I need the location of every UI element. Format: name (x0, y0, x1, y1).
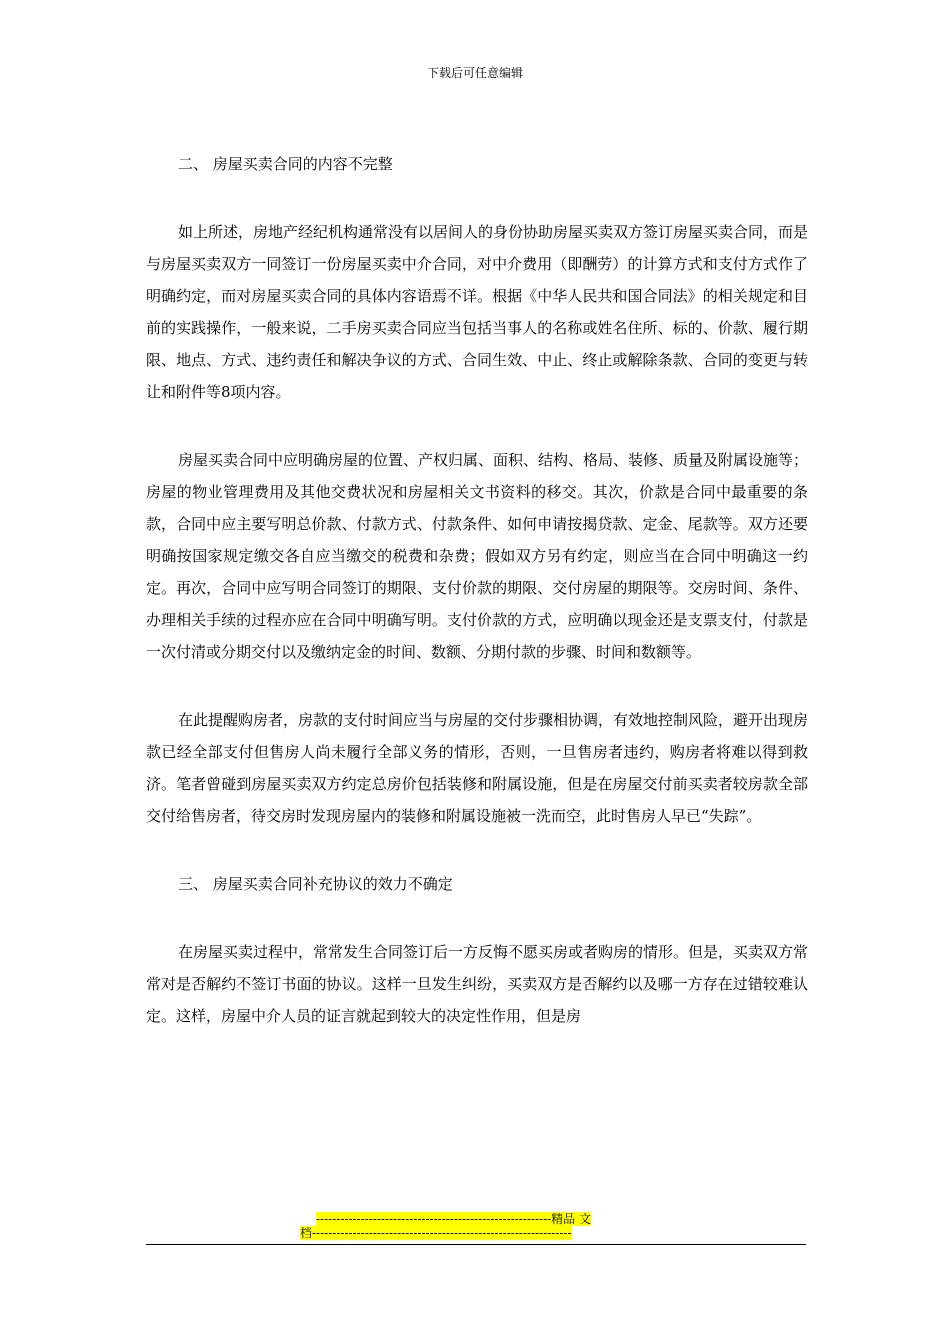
section-heading-2: 二、 房屋买卖合同的内容不完整 (178, 155, 393, 173)
footer-line-1: ----------------------------------------------------------精品 文 (316, 1212, 591, 1226)
footer-line-2: 档---------------------------------------------------------------- (300, 1226, 572, 1240)
footer-watermark (300, 1212, 650, 1240)
paragraph-contract-terms: 房屋买卖合同中应明确房屋的位置、产权归属、面积、结构、格局、装修、质量及附属设施等；房屋的物业管理费用及其他交费状况和房屋相关文书资料的移交。其次，价款是合同中最重要的条款，合同中应主要写明总价款、付款方式、付款条件、如何申请按揭贷款、定金、尾款等。双方还要明确按国家规定缴交各自应当缴交的税费和杂费；假如双方另有约定，则应当在合同中明确这一约定。再次，合同中应写明合同签订的期限、支付价款的期限、交付房屋的期限等。交房时间、条件、办理相关手续的过程亦应在合同中明确写明。支付价款的方式，应明确以现金还是支票支付，付款是一次付清或分期交付以及缴纳定金的时间、数额、分期付款的步骤、时间和数额等。 (146, 451, 809, 661)
footer-divider (146, 1244, 806, 1245)
paragraph-buyer-reminder: 在此提醒购房者，房款的支付时间应当与房屋的交付步骤相协调，有效地控制风险，避开出现房款已经全部支付但售房人尚未履行全部义务的情形，否则，一旦售房者违约，购房者将难以得到救济。笔者曾碰到房屋买卖双方约定总房价包括装修和附属设施，但是在房屋交付前买卖者较房款全部交付给售房者，待交房时发现房屋内的装修和附属设施被一洗而空，此时售房人早已“失踪”。 (146, 711, 809, 825)
document-body (146, 148, 808, 1032)
paragraph-supplement-agreement: 在房屋买卖过程中，常常发生合同签订后一方反悔不愿买房或者购房的情形。但是，买卖双方常常对是否解约不签订书面的协议。这样一旦发生纠纷，买卖双方是否解约以及哪一方存在过错较难认定。这样，房屋中介人员的证言就起到较大的决定性作用，但是房 (146, 943, 809, 1025)
paragraph-contract-content: 如上所述，房地产经纪机构通常没有以居间人的身份协助房屋买卖双方签订房屋买卖合同，而是与房屋买卖双方一同签订一份房屋买卖中介合同，对中介费用（即酬劳）的计算方式和支付方式作了明确约定，而对房屋买卖合同的具体内容语焉不详。根据《中华人民共和国合同法》的相关规定和目前的实践操作，一般来说，二手房买卖合同应当包括当事人的名称或姓名住所、标的、价款、履行期限、地点、方式、违约责任和解决争议的方式、合同生效、中止、终止或解除条款、合同的变更与转让和附件等8项内容。 (146, 223, 809, 401)
page-header-note: 下载后可任意编辑 (426, 66, 523, 80)
section-heading-3: 三、 房屋买卖合同补充协议的效力不确定 (178, 875, 453, 893)
